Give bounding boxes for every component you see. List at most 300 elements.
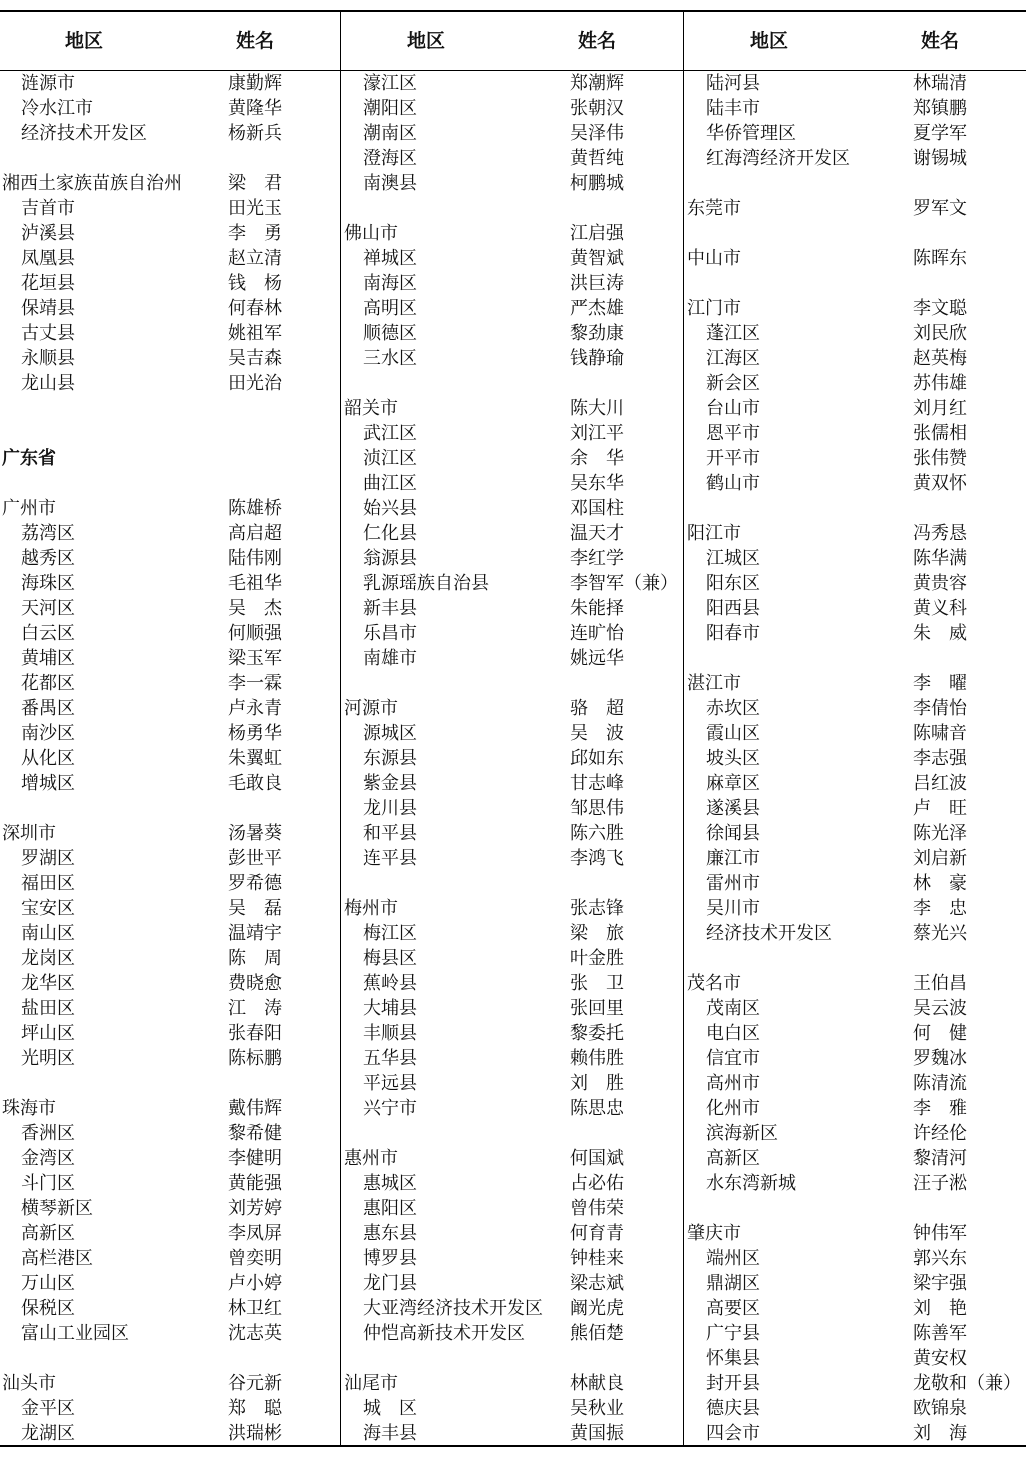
region-cell: 珠海市 bbox=[2, 1098, 56, 1119]
table-row bbox=[342, 996, 683, 1021]
name-cell: 卢小婷 bbox=[228, 1273, 282, 1294]
region-cell: 三水区 bbox=[363, 348, 417, 369]
region-cell: 经济技术开发区 bbox=[706, 923, 832, 944]
table-row bbox=[0, 1271, 340, 1296]
region-cell: 古丈县 bbox=[21, 323, 75, 344]
table-row bbox=[685, 96, 1026, 121]
name-cell: 陈啸音 bbox=[913, 723, 967, 744]
table-row bbox=[0, 671, 340, 696]
region-cell: 惠州市 bbox=[344, 1148, 398, 1169]
name-cell: 毛敢良 bbox=[228, 773, 282, 794]
table-row bbox=[0, 171, 340, 196]
name-cell: 曾奕明 bbox=[228, 1248, 282, 1269]
table-row bbox=[0, 996, 340, 1021]
column-header bbox=[685, 11, 1026, 70]
header-region: 地区 bbox=[407, 30, 446, 52]
table-row bbox=[685, 721, 1026, 746]
region-cell: 德庆县 bbox=[706, 1398, 760, 1419]
region-cell: 横琴新区 bbox=[21, 1198, 93, 1219]
table-row bbox=[685, 446, 1026, 471]
table-row bbox=[342, 1171, 683, 1196]
name-cell: 田光玉 bbox=[228, 198, 282, 219]
spacer-row bbox=[0, 1071, 340, 1096]
region-cell: 端州区 bbox=[706, 1248, 760, 1269]
name-cell: 余 华 bbox=[570, 448, 624, 469]
name-cell: 邱如东 bbox=[570, 748, 624, 769]
region-cell: 高栏港区 bbox=[21, 1248, 93, 1269]
table-row bbox=[685, 796, 1026, 821]
table-row bbox=[685, 746, 1026, 771]
name-cell: 黎清河 bbox=[913, 1148, 967, 1169]
table-row bbox=[0, 346, 340, 371]
region-cell: 海丰县 bbox=[363, 1423, 417, 1444]
table-row bbox=[342, 96, 683, 121]
name-cell: 罗军文 bbox=[913, 198, 967, 219]
name-cell: 梁玉军 bbox=[228, 648, 282, 669]
table-row bbox=[0, 771, 340, 796]
table-row bbox=[685, 1371, 1026, 1396]
spacer-row bbox=[342, 371, 683, 396]
region-cell: 阳春市 bbox=[706, 623, 760, 644]
region-cell: 阳西县 bbox=[706, 598, 760, 619]
region-cell: 汕头市 bbox=[2, 1373, 56, 1394]
name-cell: 陈光泽 bbox=[913, 823, 967, 844]
region-cell: 蕉岭县 bbox=[363, 973, 417, 994]
table-row bbox=[0, 1371, 340, 1396]
region-cell: 顺德区 bbox=[363, 323, 417, 344]
table-row bbox=[0, 596, 340, 621]
region-cell: 红海湾经济开发区 bbox=[706, 148, 850, 169]
region-cell: 赤坎区 bbox=[706, 698, 760, 719]
region-cell: 保税区 bbox=[21, 1298, 75, 1319]
region-cell: 万山区 bbox=[21, 1273, 75, 1294]
table-row bbox=[0, 71, 340, 96]
region-cell: 武江区 bbox=[363, 423, 417, 444]
region-cell: 南雄市 bbox=[363, 648, 417, 669]
name-cell: 冯秀恳 bbox=[913, 523, 967, 544]
spacer-row bbox=[0, 1346, 340, 1371]
region-cell: 高新区 bbox=[21, 1223, 75, 1244]
table-row bbox=[685, 671, 1026, 696]
table-row bbox=[342, 296, 683, 321]
name-cell: 龙敬和（兼） bbox=[913, 1373, 1021, 1394]
table-row bbox=[0, 971, 340, 996]
name-cell: 陈 周 bbox=[228, 948, 282, 969]
region-cell: 东莞市 bbox=[687, 198, 741, 219]
table-row bbox=[685, 296, 1026, 321]
region-cell: 罗湖区 bbox=[21, 848, 75, 869]
table-row bbox=[342, 1071, 683, 1096]
name-cell: 刘江平 bbox=[570, 423, 624, 444]
region-cell: 麻章区 bbox=[706, 773, 760, 794]
region-cell: 中山市 bbox=[687, 248, 741, 269]
region-cell: 源城区 bbox=[363, 723, 417, 744]
table-row bbox=[685, 696, 1026, 721]
name-cell: 张儒相 bbox=[913, 423, 967, 444]
name-cell: 江启强 bbox=[570, 223, 624, 244]
name-cell: 吴秋业 bbox=[570, 1398, 624, 1419]
name-cell: 何 健 bbox=[913, 1023, 967, 1044]
region-cell: 广东省 bbox=[2, 448, 56, 469]
region-cell: 惠东县 bbox=[363, 1223, 417, 1244]
table-row bbox=[685, 571, 1026, 596]
table-row bbox=[685, 346, 1026, 371]
table-row bbox=[685, 471, 1026, 496]
name-cell: 朱 威 bbox=[913, 623, 967, 644]
table-row bbox=[342, 1246, 683, 1271]
table-row bbox=[685, 596, 1026, 621]
region-cell: 怀集县 bbox=[706, 1348, 760, 1369]
table-row bbox=[342, 71, 683, 96]
region-cell: 水东湾新城 bbox=[706, 1173, 796, 1194]
table-row bbox=[0, 196, 340, 221]
region-cell: 阳江市 bbox=[687, 523, 741, 544]
spacer-row bbox=[0, 146, 340, 171]
region-cell: 陆丰市 bbox=[706, 98, 760, 119]
name-cell: 黄智斌 bbox=[570, 248, 624, 269]
table-row bbox=[342, 1196, 683, 1221]
table-row bbox=[342, 1421, 683, 1446]
name-cell: 刘芳婷 bbox=[228, 1198, 282, 1219]
table-row bbox=[685, 1146, 1026, 1171]
name-cell: 赵英梅 bbox=[913, 348, 967, 369]
name-cell: 叶金胜 bbox=[570, 948, 624, 969]
table-row bbox=[342, 771, 683, 796]
region-cell: 和平县 bbox=[363, 823, 417, 844]
name-cell: 陈标鹏 bbox=[228, 1048, 282, 1069]
region-cell: 大埔县 bbox=[363, 998, 417, 1019]
name-cell: 梁 旅 bbox=[570, 923, 624, 944]
name-cell: 吴吉森 bbox=[228, 348, 282, 369]
name-cell: 陈清流 bbox=[913, 1073, 967, 1094]
table-row bbox=[685, 921, 1026, 946]
region-cell: 茂名市 bbox=[687, 973, 741, 994]
name-cell: 黄隆华 bbox=[228, 98, 282, 119]
table-row bbox=[685, 1346, 1026, 1371]
name-cell: 姚祖军 bbox=[228, 323, 282, 344]
name-cell: 卢 旺 bbox=[913, 798, 967, 819]
table-row bbox=[685, 996, 1026, 1021]
name-cell: 张朝汉 bbox=[570, 98, 624, 119]
name-cell: 陈雄桥 bbox=[228, 498, 282, 519]
table-row bbox=[342, 1396, 683, 1421]
table-row bbox=[685, 1221, 1026, 1246]
table-row bbox=[685, 521, 1026, 546]
name-cell: 钟桂来 bbox=[570, 1248, 624, 1269]
region-cell: 恩平市 bbox=[706, 423, 760, 444]
table-row bbox=[342, 696, 683, 721]
region-cell: 始兴县 bbox=[363, 498, 417, 519]
region-cell: 龙湖区 bbox=[21, 1423, 75, 1444]
table-row bbox=[685, 546, 1026, 571]
table-row bbox=[0, 571, 340, 596]
name-cell: 张 卫 bbox=[570, 973, 624, 994]
table-row bbox=[342, 1371, 683, 1396]
name-cell: 吴 波 bbox=[570, 723, 624, 744]
region-cell: 浈江区 bbox=[363, 448, 417, 469]
name-cell: 甘志峰 bbox=[570, 773, 624, 794]
name-cell: 汪子淞 bbox=[913, 1173, 967, 1194]
table-row bbox=[0, 621, 340, 646]
name-cell: 刘月红 bbox=[913, 398, 967, 419]
table-row bbox=[342, 1296, 683, 1321]
table-row bbox=[685, 1271, 1026, 1296]
table-row bbox=[342, 421, 683, 446]
name-cell: 陈晖东 bbox=[913, 248, 967, 269]
spacer-row bbox=[342, 671, 683, 696]
table-row bbox=[0, 221, 340, 246]
table-row bbox=[685, 771, 1026, 796]
region-cell: 香洲区 bbox=[21, 1123, 75, 1144]
spacer-row bbox=[685, 221, 1026, 246]
name-cell: 刘 艳 bbox=[913, 1298, 967, 1319]
name-cell: 毛祖华 bbox=[228, 573, 282, 594]
name-cell: 谷元新 bbox=[228, 1373, 282, 1394]
name-cell: 朱能择 bbox=[570, 598, 624, 619]
name-cell: 黄双怀 bbox=[913, 473, 967, 494]
region-cell: 吉首市 bbox=[21, 198, 75, 219]
table-row bbox=[0, 1021, 340, 1046]
region-cell: 湛江市 bbox=[687, 673, 741, 694]
region-cell: 乳源瑶族自治县 bbox=[363, 573, 489, 594]
name-cell: 连旷怡 bbox=[570, 623, 624, 644]
name-cell: 黄义科 bbox=[913, 598, 967, 619]
name-cell: 邓国柱 bbox=[570, 498, 624, 519]
table-row bbox=[685, 1321, 1026, 1346]
region-cell: 经济技术开发区 bbox=[21, 123, 147, 144]
region-cell: 五华县 bbox=[363, 1048, 417, 1069]
table-row bbox=[342, 946, 683, 971]
header-name: 姓名 bbox=[578, 30, 617, 52]
region-cell: 南沙区 bbox=[21, 723, 75, 744]
table-row bbox=[342, 746, 683, 771]
name-cell: 李志强 bbox=[913, 748, 967, 769]
name-cell: 高启超 bbox=[228, 523, 282, 544]
spacer-row bbox=[342, 1121, 683, 1146]
name-cell: 罗魏冰 bbox=[913, 1048, 967, 1069]
table-row bbox=[685, 1246, 1026, 1271]
region-cell: 濠江区 bbox=[363, 73, 417, 94]
region-cell: 高州市 bbox=[706, 1073, 760, 1094]
column-divider bbox=[340, 11, 341, 1446]
region-cell: 湘西土家族苗族自治州 bbox=[2, 173, 182, 194]
name-cell: 钱静瑜 bbox=[570, 348, 624, 369]
column-rows bbox=[342, 71, 683, 1446]
region-cell: 花都区 bbox=[21, 673, 75, 694]
name-cell: 吴云波 bbox=[913, 998, 967, 1019]
name-cell: 熊佰楚 bbox=[570, 1323, 624, 1344]
region-cell: 高要区 bbox=[706, 1298, 760, 1319]
region-cell: 高明区 bbox=[363, 298, 417, 319]
table-row bbox=[0, 246, 340, 271]
name-cell: 黎劲康 bbox=[570, 323, 624, 344]
table-row bbox=[0, 296, 340, 321]
region-cell: 花垣县 bbox=[21, 273, 75, 294]
region-cell: 曲江区 bbox=[363, 473, 417, 494]
header-region: 地区 bbox=[65, 30, 104, 52]
table-row bbox=[0, 321, 340, 346]
name-cell: 杨勇华 bbox=[228, 723, 282, 744]
table-row bbox=[0, 1121, 340, 1146]
name-cell: 柯鹏城 bbox=[570, 173, 624, 194]
name-cell: 曾伟荣 bbox=[570, 1198, 624, 1219]
name-cell: 郑 聪 bbox=[228, 1398, 282, 1419]
name-cell: 梁 君 bbox=[228, 173, 282, 194]
name-cell: 杨新兵 bbox=[228, 123, 282, 144]
name-cell: 洪瑞彬 bbox=[228, 1423, 282, 1444]
region-cell: 番禺区 bbox=[21, 698, 75, 719]
table-row bbox=[0, 1146, 340, 1171]
name-cell: 夏学军 bbox=[913, 123, 967, 144]
name-cell: 陈大川 bbox=[570, 398, 624, 419]
name-cell: 郑潮辉 bbox=[570, 73, 624, 94]
spacer-row bbox=[342, 1346, 683, 1371]
region-cell: 南山区 bbox=[21, 923, 75, 944]
region-cell: 宝安区 bbox=[21, 898, 75, 919]
name-cell: 何国斌 bbox=[570, 1148, 624, 1169]
region-cell: 仁化县 bbox=[363, 523, 417, 544]
table-row bbox=[685, 321, 1026, 346]
table-row bbox=[685, 621, 1026, 646]
name-cell: 李 曜 bbox=[913, 673, 967, 694]
region-cell: 韶关市 bbox=[344, 398, 398, 419]
name-cell: 李 勇 bbox=[228, 223, 282, 244]
table-row bbox=[0, 1396, 340, 1421]
spacer-row bbox=[685, 271, 1026, 296]
table-row bbox=[0, 1196, 340, 1221]
name-cell: 严杰雄 bbox=[570, 298, 624, 319]
table-row bbox=[685, 421, 1026, 446]
table-row bbox=[0, 96, 340, 121]
name-cell: 江 涛 bbox=[228, 998, 282, 1019]
region-cell: 永顺县 bbox=[21, 348, 75, 369]
region-cell: 化州市 bbox=[706, 1098, 760, 1119]
name-cell: 姚远华 bbox=[570, 648, 624, 669]
table-row bbox=[0, 721, 340, 746]
region-cell: 梅县区 bbox=[363, 948, 417, 969]
table-row bbox=[342, 1321, 683, 1346]
region-cell: 台山市 bbox=[706, 398, 760, 419]
name-cell: 沈志英 bbox=[228, 1323, 282, 1344]
table-row bbox=[685, 396, 1026, 421]
region-cell: 封开县 bbox=[706, 1373, 760, 1394]
region-cell: 汕尾市 bbox=[344, 1373, 398, 1394]
name-cell: 刘启新 bbox=[913, 848, 967, 869]
name-cell: 占必佑 bbox=[570, 1173, 624, 1194]
table-row bbox=[685, 246, 1026, 271]
name-cell: 陈六胜 bbox=[570, 823, 624, 844]
spacer-row bbox=[685, 171, 1026, 196]
name-cell: 朱翼虹 bbox=[228, 748, 282, 769]
name-cell: 黄能强 bbox=[228, 1173, 282, 1194]
region-cell: 广宁县 bbox=[706, 1323, 760, 1344]
region-cell: 茂南区 bbox=[706, 998, 760, 1019]
table-row bbox=[342, 1271, 683, 1296]
region-cell: 海珠区 bbox=[21, 573, 75, 594]
region-cell: 紫金县 bbox=[363, 773, 417, 794]
name-cell: 黄国振 bbox=[570, 1423, 624, 1444]
region-cell: 盐田区 bbox=[21, 998, 75, 1019]
name-cell: 陆伟刚 bbox=[228, 548, 282, 569]
name-cell: 李 雅 bbox=[913, 1098, 967, 1119]
table-row bbox=[0, 746, 340, 771]
name-cell: 黄哲纯 bbox=[570, 148, 624, 169]
table-row bbox=[685, 71, 1026, 96]
region-cell: 鹤山市 bbox=[706, 473, 760, 494]
region-cell: 涟源市 bbox=[21, 73, 75, 94]
region-cell: 蓬江区 bbox=[706, 323, 760, 344]
table-row bbox=[342, 271, 683, 296]
table-row bbox=[0, 496, 340, 521]
name-cell: 温天才 bbox=[570, 523, 624, 544]
name-cell: 赵立清 bbox=[228, 248, 282, 269]
name-cell: 费晓愈 bbox=[228, 973, 282, 994]
table-row bbox=[342, 346, 683, 371]
region-cell: 龙山县 bbox=[21, 373, 75, 394]
table-row bbox=[342, 121, 683, 146]
region-cell: 高新区 bbox=[706, 1148, 760, 1169]
region-cell: 新会区 bbox=[706, 373, 760, 394]
table-row bbox=[685, 121, 1026, 146]
region-cell: 仲恺高新技术开发区 bbox=[363, 1323, 525, 1344]
table-row bbox=[0, 1296, 340, 1321]
table-row bbox=[342, 621, 683, 646]
table-row bbox=[342, 1096, 683, 1121]
name-cell: 陈华满 bbox=[913, 548, 967, 569]
name-cell: 钟伟军 bbox=[913, 1223, 967, 1244]
name-cell: 李倩怡 bbox=[913, 698, 967, 719]
name-cell: 郑镇鹏 bbox=[913, 98, 967, 119]
table-row bbox=[0, 921, 340, 946]
table-row bbox=[342, 896, 683, 921]
table-row bbox=[685, 896, 1026, 921]
name-cell: 张回里 bbox=[570, 998, 624, 1019]
region-cell: 荔湾区 bbox=[21, 523, 75, 544]
region-cell: 四会市 bbox=[706, 1423, 760, 1444]
table-row bbox=[342, 1146, 683, 1171]
spacer-row bbox=[685, 646, 1026, 671]
column-divider bbox=[683, 11, 684, 1446]
region-cell: 广州市 bbox=[2, 498, 56, 519]
table-row bbox=[342, 171, 683, 196]
table-row bbox=[0, 371, 340, 396]
table-row bbox=[685, 1096, 1026, 1121]
name-cell: 李文聪 bbox=[913, 298, 967, 319]
header-name: 姓名 bbox=[236, 30, 275, 52]
name-cell: 刘 胜 bbox=[570, 1073, 624, 1094]
table-row bbox=[0, 271, 340, 296]
name-cell: 王伯昌 bbox=[913, 973, 967, 994]
region-cell: 冷水江市 bbox=[21, 98, 93, 119]
table-row bbox=[0, 121, 340, 146]
column-rows bbox=[685, 71, 1026, 1446]
name-cell: 梁志斌 bbox=[570, 1273, 624, 1294]
table-row bbox=[342, 571, 683, 596]
table-row bbox=[342, 496, 683, 521]
name-cell: 陈思忠 bbox=[570, 1098, 624, 1119]
table-row bbox=[685, 1421, 1026, 1446]
table-row bbox=[0, 821, 340, 846]
name-cell: 田光治 bbox=[228, 373, 282, 394]
spacer-row bbox=[0, 471, 340, 496]
region-cell: 新丰县 bbox=[363, 598, 417, 619]
region-cell: 金平区 bbox=[21, 1398, 75, 1419]
spacer-row bbox=[0, 421, 340, 446]
region-cell: 光明区 bbox=[21, 1048, 75, 1069]
region-cell: 河源市 bbox=[344, 698, 398, 719]
region-cell: 禅城区 bbox=[363, 248, 417, 269]
name-cell: 康勤辉 bbox=[228, 73, 282, 94]
